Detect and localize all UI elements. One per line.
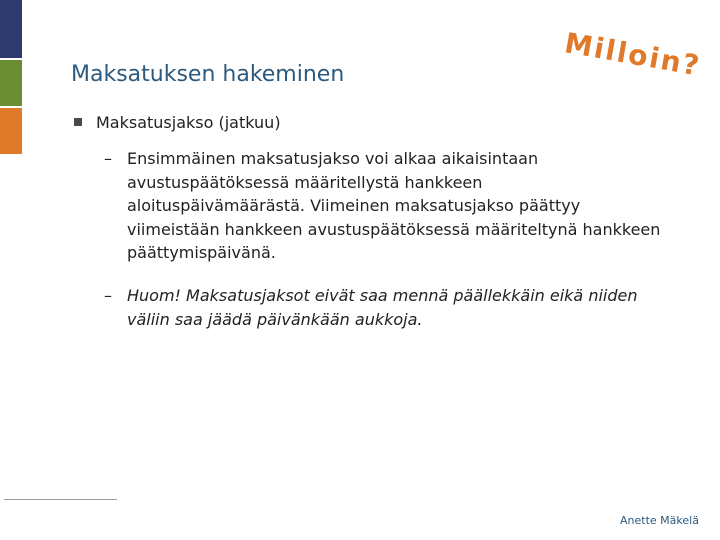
bullet-text: Maksatusjakso (jatkuu) [96, 113, 281, 132]
dash-bullet: – [104, 149, 112, 168]
decor-stripe-orange [0, 108, 22, 154]
slide-title: Maksatuksen hakeminen [71, 62, 345, 87]
subpoint-text: Ensimmäinen maksatusjakso voi alkaa aikaisintaan avustuspäätöksessä määritellystä hankkeen aloituspäivämäärästä. Viimeinen maksatusjakso päättyy viimeistään hankkeen avustuspäätöksessä määriteltynä hankkeen päättymispäivänä. [127, 149, 661, 262]
bullet-square-icon [74, 118, 82, 126]
author-credit: Anette Mäkelä [620, 514, 699, 527]
decor-stripe-green [0, 60, 22, 106]
footer-divider [4, 499, 117, 500]
subpoint-text: Huom! Maksatusjaksot eivät saa mennä päällekkäin eikä niiden väliin saa jäädä päivänkään aukkoja. [127, 286, 638, 329]
subpoint [104, 284, 664, 331]
slide-tag: Milloin? [562, 26, 704, 83]
dash-bullet: – [104, 286, 112, 305]
subpoint [104, 147, 664, 265]
decor-stripe-blue [0, 0, 22, 58]
